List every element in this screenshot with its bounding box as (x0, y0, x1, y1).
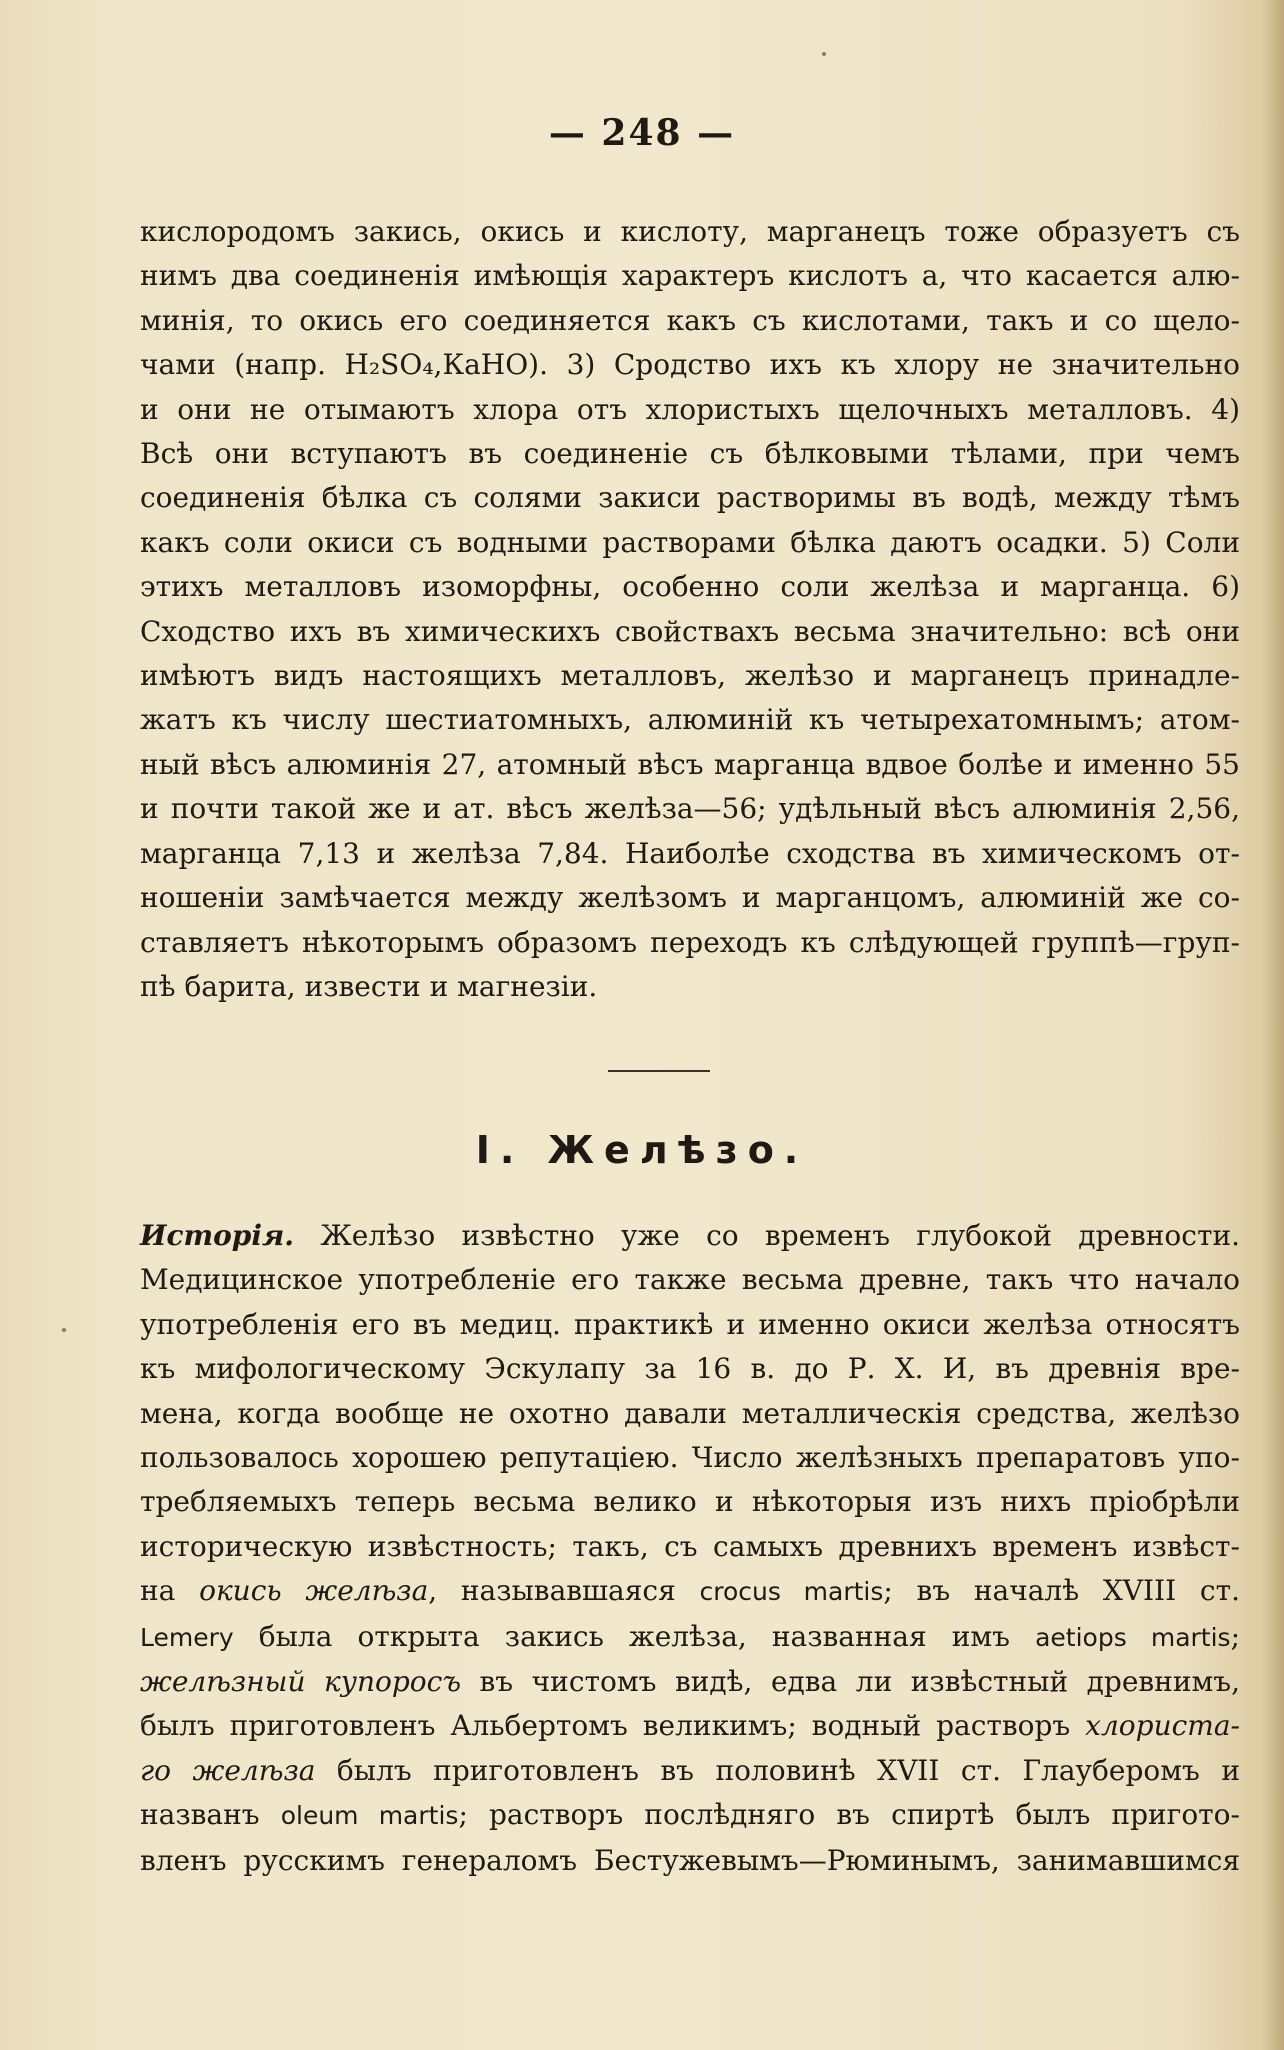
text-run: ; въ началѣ XVIII ст. (883, 1574, 1240, 1608)
latin-term: aetiops martis (1035, 1622, 1231, 1652)
text-line: вленъ русскимъ генераломъ Бестужевымъ—Рюминымъ, занимавшимся (140, 1843, 1240, 1877)
section-divider (608, 1070, 710, 1072)
text-line: и они не отымаютъ хлора отъ хлористыхъ щелочныхъ металловъ. 4) (140, 392, 1240, 426)
text-line: Медицинское употребленіе его также весьма древне, такъ что начало (140, 1263, 1240, 1297)
text-line: нимъ два соединенія имѣющія характеръ кислотъ а, что касается алю- (140, 259, 1240, 293)
text-line (140, 1214, 1240, 1258)
text-line: употребленія его въ медиц. практикѣ и именно окиси желѣза относятъ (140, 1307, 1240, 1341)
text-line: ставляетъ нѣкоторымъ образомъ переходъ къ слѣдующей группѣ—груп- (140, 925, 1240, 959)
text-line: имѣютъ видъ настоящихъ металловъ, желѣзо и марганецъ принадле- (140, 659, 1240, 693)
page-number: — 248 — (548, 112, 736, 154)
text-line: марганца 7,13 и желѣза 7,84. Наиболѣе сходства въ химическомъ от- (140, 836, 1240, 870)
text-line: требляемыхъ теперь весьма велико и нѣкоторыя изъ нихъ пріобрѣли (140, 1485, 1240, 1519)
paragraph-2 (140, 1214, 1240, 1883)
text-line (140, 1615, 1240, 1660)
text-line: пользовалось хорошею репутаціею. Число желѣзныхъ препаратовъ упо- (140, 1441, 1240, 1475)
text-line (140, 1660, 1240, 1704)
text-run: ; растворъ послѣдняго въ спиртѣ былъ пригото- (458, 1798, 1240, 1832)
paper-speck (62, 1328, 66, 1332)
italic-term: го желѣза (140, 1753, 316, 1787)
text-line: ный вѣсъ алюминія 27, атомный вѣсъ марганца вдвое болѣе и именно 55 (140, 747, 1240, 781)
text-run: была открыта закись желѣза, названная имъ (233, 1619, 1036, 1653)
text-line: какъ соли окиси съ водными растворами бѣлка даютъ осадки. 5) Соли (140, 525, 1240, 559)
text-line: пѣ барита, извести и магнезіи. (140, 969, 598, 1003)
text-run: на (140, 1574, 200, 1608)
text-run: ; (1230, 1619, 1241, 1653)
text-line: кислородомъ закись, окись и кислоту, марганецъ тоже образуетъ съ (140, 215, 1240, 248)
text-line: минія, то окись его соединяется какъ съ кислотами, такъ и со щело- (140, 303, 1240, 337)
text-run: названъ (140, 1798, 281, 1832)
italic-term: желѣзный купоросъ (140, 1665, 461, 1699)
text-run: былъ приготовленъ Альбертомъ великимъ; водный растворъ (140, 1709, 1086, 1743)
text-line: соединенія бѣлка съ солями закиси растворимы въ водѣ, между тѣмъ (140, 481, 1240, 515)
text-line: къ мифологическому Эскулапу за 16 в. до Р. Х. И, въ древнія вре- (140, 1352, 1240, 1386)
history-lead: Исторія. (140, 1219, 295, 1252)
text-line: Всѣ они вступаютъ въ соединеніе съ бѣлковыми тѣлами, при чемъ (140, 437, 1240, 471)
text-line (140, 1704, 1240, 1748)
text-line (140, 1793, 1240, 1838)
text-line: ношеніи замѣчается между желѣзомъ и марганцомъ, алюминій же со- (140, 881, 1240, 915)
text-run: , называвшаяся (428, 1574, 700, 1608)
section-heading: I. Желѣзо. (475, 1128, 809, 1172)
latin-term: Lemery (140, 1622, 234, 1652)
text-line: и почти такой же и ат. вѣсъ желѣза—56; удѣльный вѣсъ алюминія 2,56, (140, 792, 1240, 826)
latin-term: oleum martis (280, 1801, 459, 1831)
text-run: Желѣзо извѣстно уже со временъ глубокой древности. (294, 1219, 1240, 1252)
latin-term: crocus martis (699, 1577, 884, 1607)
text-line (140, 1569, 1240, 1614)
text-line: Сходство ихъ въ химическихъ свойствахъ весьма значительно: всѣ они (140, 614, 1240, 648)
text-line: жатъ къ числу шестиатомныхъ, алюминій къ четырехатомнымъ; атом- (140, 703, 1240, 737)
text-line (140, 1749, 1240, 1793)
text-line: этихъ металловъ изоморфны, особенно соли желѣза и марганца. 6) (140, 570, 1240, 604)
text-run: въ чистомъ видѣ, едва ли извѣстный древнимъ, (461, 1665, 1240, 1699)
page-binding-shadow (1262, 0, 1284, 2050)
text-line: мена, когда вообще не охотно давали металлическія средства, желѣзо (140, 1396, 1240, 1430)
text-run: былъ приготовленъ въ половинѣ XVII ст. Глауберомъ и (315, 1753, 1240, 1787)
paper-speck (822, 52, 826, 56)
italic-term: хлориста- (1085, 1709, 1240, 1743)
text-line: чами (напр. H₂SO₄,КаНО). 3) Сродство ихъ къ хлору не значительно (140, 348, 1240, 382)
paragraph-1 (140, 210, 1240, 1009)
italic-term: окись желѣза (199, 1574, 429, 1608)
text-line: историческую извѣстность; такъ, съ самыхъ древнихъ временъ извѣст- (140, 1529, 1240, 1563)
